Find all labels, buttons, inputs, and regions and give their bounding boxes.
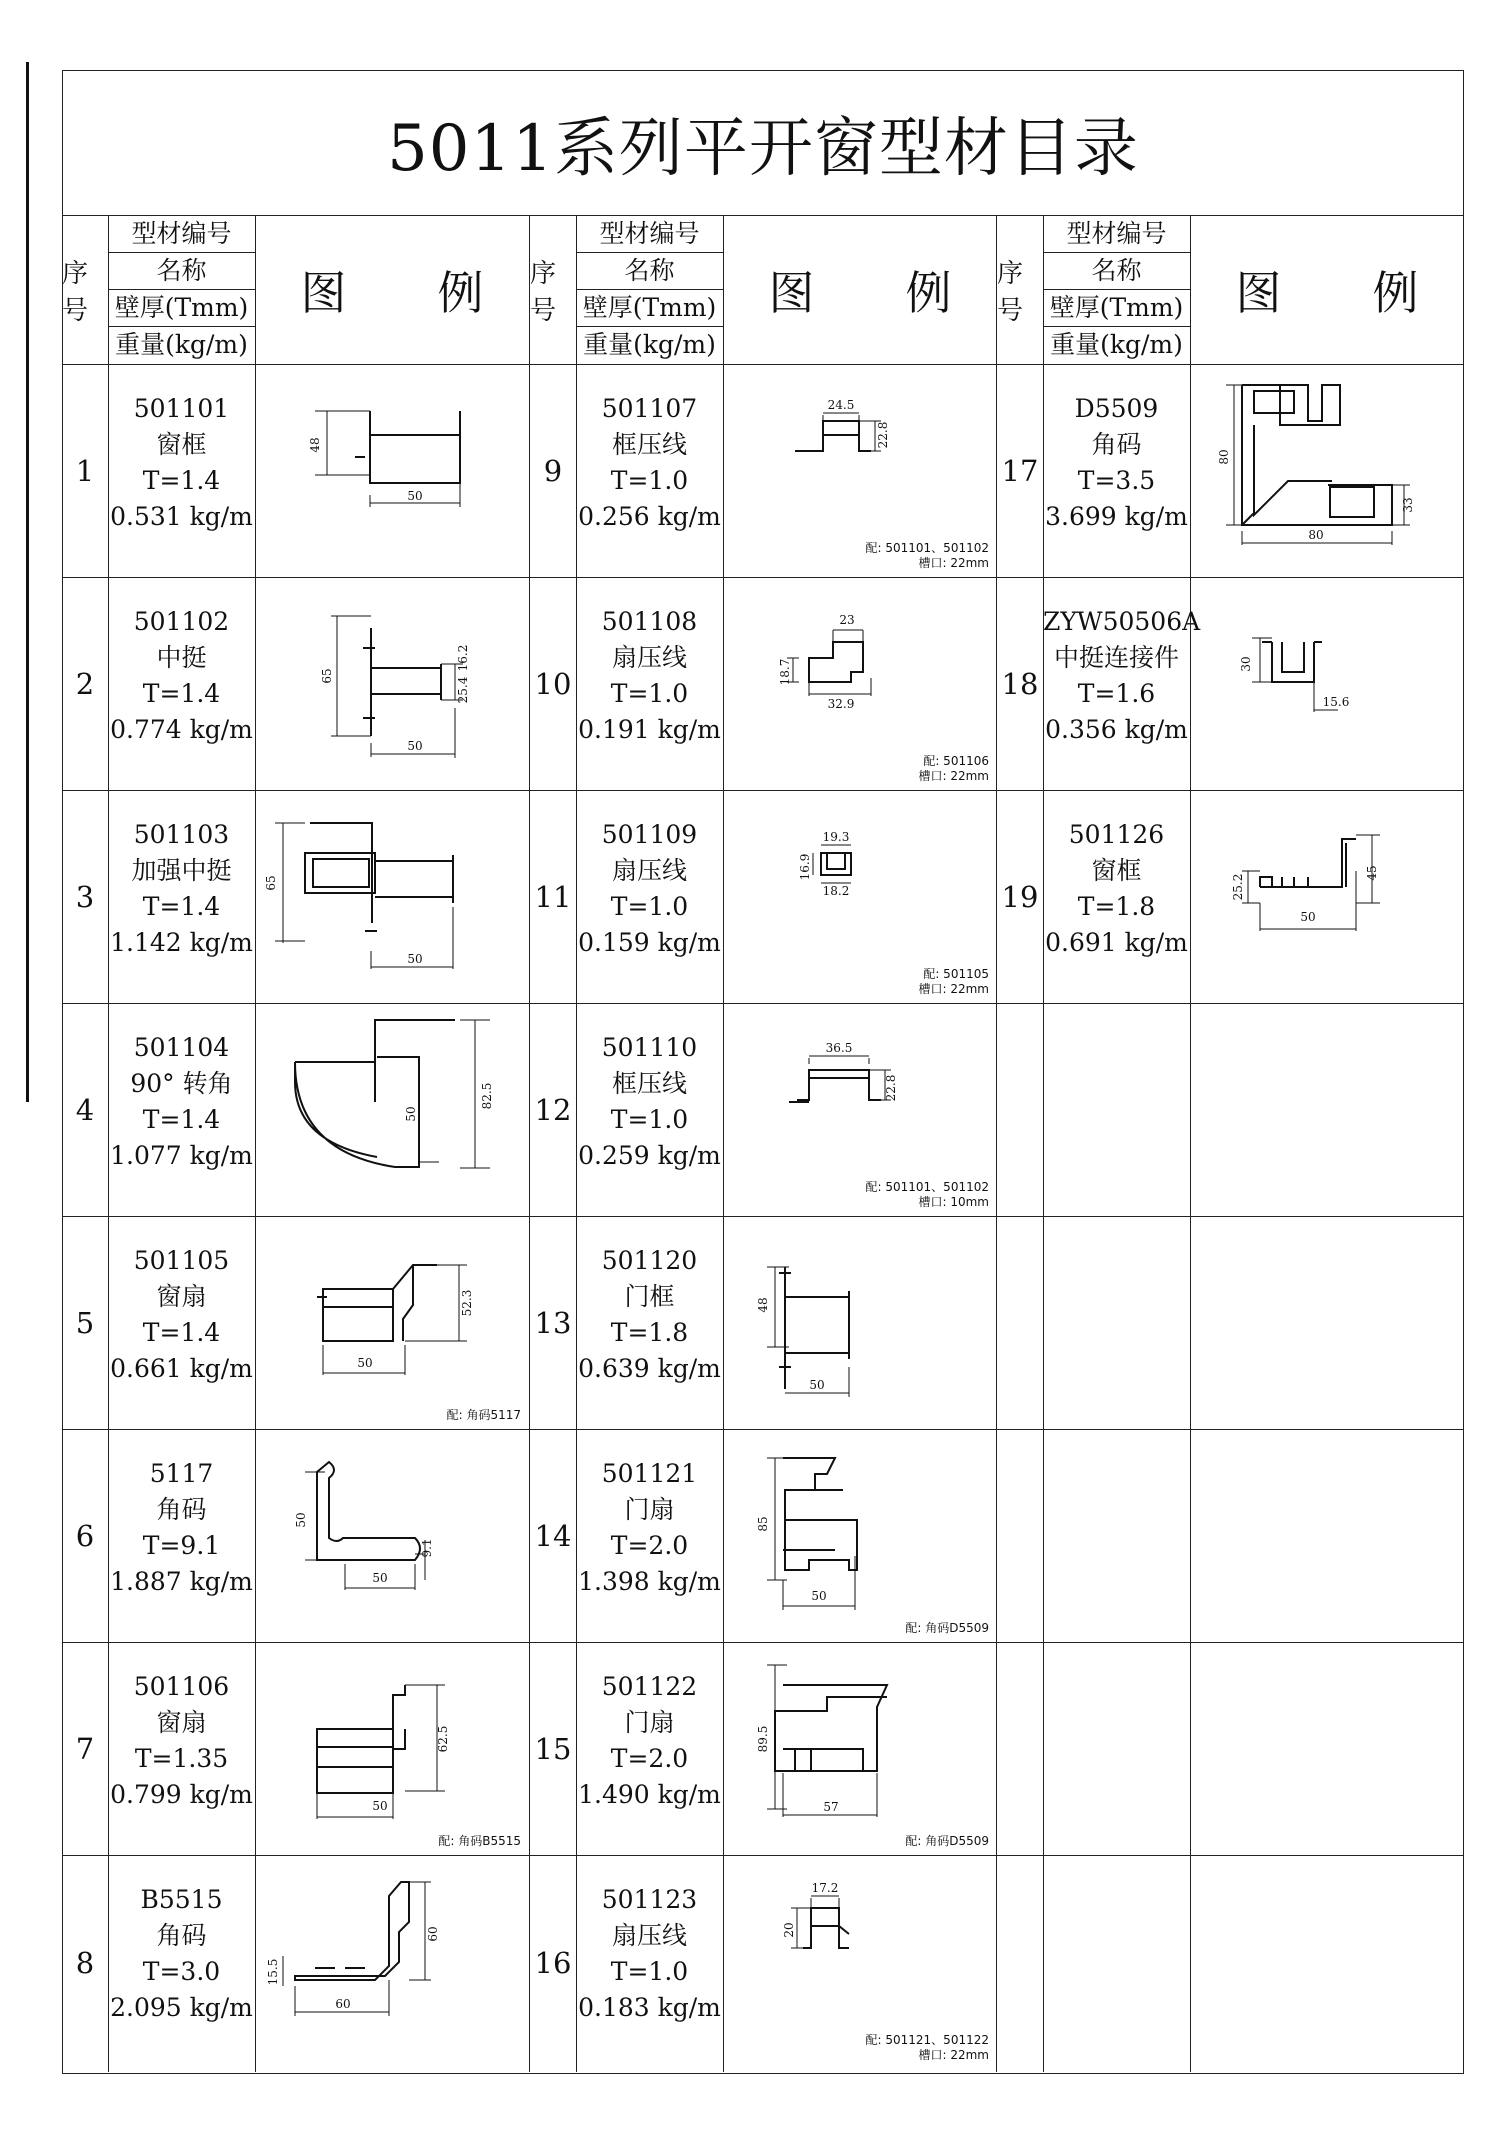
profile-name: 窗扇: [156, 1708, 207, 1737]
header-field-label: 壁厚(Tmm): [576, 290, 723, 327]
dimension-label: 50: [407, 739, 423, 753]
column-header: [62, 216, 529, 365]
row-number: 6: [75, 1519, 95, 1553]
row-number: 1: [75, 454, 95, 488]
profile-drawing: [255, 578, 529, 790]
profile-section-diagram: [255, 1217, 529, 1430]
compatibility-note: 配: 501106 槽口: 22mm: [918, 754, 989, 783]
profile-t: T=9.1: [142, 1531, 221, 1560]
dimension-label: 82.5: [480, 1082, 494, 1110]
profile-name: 角码: [1091, 430, 1142, 459]
compatibility-note: 配: 501121、501122 槽口: 22mm: [865, 2033, 989, 2062]
profile-t: T=1.0: [610, 1105, 689, 1134]
dimension-label: 62.5: [436, 1725, 450, 1753]
dimension-label: 65: [264, 875, 278, 891]
dimension-label: 50: [357, 1356, 373, 1370]
row-number: 11: [534, 880, 572, 914]
profile-code: D5509: [1074, 394, 1159, 423]
profile-t: T=1.8: [1077, 892, 1156, 921]
profile-t: T=1.35: [134, 1744, 229, 1773]
profile-code: 501123: [601, 1885, 698, 1914]
header-field-label: 壁厚(Tmm): [108, 290, 255, 327]
profile-t: T=3.5: [1077, 466, 1156, 495]
profile-name: 框压线: [611, 1069, 687, 1098]
profile-w: 0.183 kg/m: [578, 1993, 721, 2022]
compatibility-note: 配: 501105 槽口: 22mm: [918, 967, 989, 996]
row-number: [997, 1430, 1043, 1642]
profile-name: 窗扇: [156, 1282, 207, 1311]
dimension-label: 60: [335, 1997, 351, 2011]
profile-code: 501126: [1068, 820, 1165, 849]
header-field-label: 名称: [1043, 253, 1190, 290]
profile-drawing: [723, 1643, 997, 1855]
page-title: 5011系列平开窗型材目录: [387, 111, 1139, 186]
profile-w: 1.887 kg/m: [110, 1567, 253, 1596]
dimension-label: 50: [372, 1799, 388, 1813]
profile-info: [108, 1456, 255, 1600]
profile-drawing: [723, 365, 997, 577]
dimension-label: 17.2: [811, 1881, 839, 1895]
catalog-column-3: [997, 216, 1464, 2072]
profile-row: [62, 791, 529, 1004]
dimension-label: 50: [1300, 910, 1316, 924]
profile-row: [530, 1430, 997, 1643]
profile-w: 0.639 kg/m: [578, 1354, 721, 1383]
profile-info: [108, 1243, 255, 1387]
profile-name: 加强中挺: [131, 856, 232, 885]
profile-info: [108, 1669, 255, 1813]
header-field-label: 名称: [576, 253, 723, 290]
dimension-label: 16.2: [456, 644, 470, 672]
profile-drawing: [1190, 791, 1464, 1003]
profile-t: T=1.0: [610, 892, 689, 921]
profile-section-diagram: [1190, 365, 1464, 578]
profile-code: ZYW50506A: [1043, 607, 1201, 636]
dimension-label: 80: [1217, 449, 1231, 465]
profile-name: 窗框: [156, 430, 207, 459]
profile-info: [1043, 604, 1201, 748]
profile-info: [576, 1669, 723, 1813]
compatibility-note: 配: 角码D5509: [905, 1621, 989, 1635]
row-number: 13: [534, 1306, 572, 1340]
profile-row: [530, 1217, 997, 1430]
profile-row: [530, 791, 997, 1004]
profile-code: 501120: [601, 1246, 698, 1275]
profile-row: [997, 1856, 1464, 2069]
profile-t: T=1.6: [1077, 679, 1156, 708]
dimension-label: 25.4: [456, 676, 470, 704]
profile-code: 501106: [133, 1672, 230, 1701]
dimension-label: 50: [407, 489, 423, 503]
profile-info: [576, 391, 723, 535]
dimension-label: 9.1: [420, 1538, 434, 1558]
profile-w: 0.661 kg/m: [110, 1354, 253, 1383]
profile-section-diagram: [255, 1430, 529, 1643]
profile-drawing: [1190, 1004, 1464, 1216]
profile-row: [530, 1856, 997, 2069]
profile-info: [576, 604, 723, 748]
profile-w: 3.699 kg/m: [1045, 502, 1188, 531]
dimension-label: 36.5: [825, 1041, 853, 1055]
dimension-label: 22.8: [876, 421, 890, 449]
row-number: 18: [1001, 667, 1039, 701]
dimension-label: 32.9: [827, 697, 855, 711]
profile-w: 0.691 kg/m: [1045, 928, 1188, 957]
profile-name: 门扇: [624, 1708, 675, 1737]
row-number: 10: [534, 667, 572, 701]
dimension-label: 48: [308, 437, 322, 453]
profile-row: [62, 1217, 529, 1430]
profile-drawing: [723, 1004, 997, 1216]
header-field-label: 型材编号: [108, 216, 255, 253]
header-legend: [723, 216, 997, 364]
profile-row: [62, 1643, 529, 1856]
header-field-label: 型材编号: [1043, 216, 1190, 253]
profile-row: [530, 1004, 997, 1217]
profile-info: [576, 1456, 723, 1600]
dimension-label: 48: [756, 1297, 770, 1313]
dimension-label: 85: [756, 1516, 770, 1532]
profile-row: [997, 365, 1464, 578]
dimension-label: 15.6: [1322, 695, 1350, 709]
profile-info: [576, 1882, 723, 2026]
profile-info: [108, 604, 255, 748]
profile-w: 1.077 kg/m: [110, 1141, 253, 1170]
header-field-label: 重量(kg/m): [1050, 330, 1183, 359]
header-legend-char: 例: [437, 266, 484, 320]
profile-row: [997, 578, 1464, 791]
profile-info: [108, 1882, 255, 2026]
profile-code: 501102: [133, 607, 230, 636]
dimension-label: 25.2: [1231, 873, 1245, 901]
header-legend-char: 例: [1372, 266, 1419, 320]
profile-row: [62, 365, 529, 578]
profile-code: 501108: [601, 607, 698, 636]
profile-row: [530, 1643, 997, 1856]
profile-row: [997, 1217, 1464, 1430]
profile-w: 0.531 kg/m: [110, 502, 253, 531]
profile-info: [576, 1243, 723, 1387]
profile-drawing: [723, 578, 997, 790]
profile-drawing: [723, 1856, 997, 2069]
row-number: 16: [534, 1945, 572, 1980]
row-number: 4: [75, 1093, 95, 1127]
profile-name: 框压线: [611, 430, 687, 459]
dimension-label: 19.3: [822, 830, 850, 844]
header-seq-label: 序号: [530, 259, 557, 326]
profile-name: 门框: [624, 1282, 675, 1311]
profile-name: 门扇: [624, 1495, 675, 1524]
profile-info: [576, 1030, 723, 1174]
dimension-label: 30: [1239, 656, 1253, 672]
row-number: 3: [75, 880, 95, 914]
row-number: 19: [1001, 880, 1039, 914]
header-legend-char: 例: [905, 266, 952, 320]
dimension-label: 60: [426, 1926, 440, 1942]
profile-section-diagram: [255, 1643, 529, 1856]
profile-info: [108, 817, 255, 961]
profile-t: T=1.0: [610, 466, 689, 495]
profile-w: 1.490 kg/m: [578, 1780, 721, 1809]
catalog-column-1: [62, 216, 529, 2072]
profile-row: [997, 1643, 1464, 1856]
profile-section-diagram: [255, 1004, 529, 1217]
profile-section-diagram: [255, 1856, 529, 2069]
title-row: [62, 70, 1464, 216]
row-number: 17: [1001, 454, 1039, 488]
profile-code: 501103: [133, 820, 230, 849]
profile-section-diagram: [1190, 791, 1464, 1004]
row-number: [997, 1217, 1043, 1429]
profile-code: 501109: [601, 820, 698, 849]
profile-t: T=1.0: [610, 679, 689, 708]
profile-t: T=1.8: [610, 1318, 689, 1347]
row-number: [997, 1004, 1043, 1216]
profile-code: 501110: [601, 1033, 698, 1062]
profile-w: 0.191 kg/m: [578, 715, 721, 744]
dimension-label: 22.8: [884, 1074, 898, 1102]
row-number: 15: [534, 1732, 572, 1766]
header-legend: [1190, 216, 1464, 364]
profile-name: 角码: [156, 1921, 207, 1950]
compatibility-note: 配: 501101、501102 槽口: 10mm: [865, 1180, 989, 1209]
profile-section-diagram: [723, 1217, 997, 1430]
dimension-label: 57: [823, 1800, 839, 1814]
profile-t: T=2.0: [610, 1744, 689, 1773]
profile-section-diagram: [255, 578, 529, 791]
profile-name: 中挺连接件: [1053, 643, 1179, 672]
profile-row: [62, 1004, 529, 1217]
profile-drawing: [1190, 1643, 1464, 1855]
profile-w: 1.142 kg/m: [110, 928, 253, 957]
dimension-label: 33: [1401, 497, 1415, 513]
dimension-label: 16.9: [798, 853, 812, 881]
dimension-label: 50: [809, 1378, 825, 1392]
profile-code: 5117: [149, 1459, 214, 1488]
row-number: [997, 1643, 1043, 1855]
header-field-label: 重量(kg/m): [583, 330, 716, 359]
profile-w: 0.159 kg/m: [578, 928, 721, 957]
profile-name: 90° 转角: [130, 1069, 233, 1098]
profile-info: [108, 1030, 255, 1174]
dimension-label: 24.5: [827, 398, 855, 412]
dimension-label: 18.2: [822, 884, 850, 898]
profile-t: T=1.0: [610, 1957, 689, 1986]
left-margin-rule: [26, 62, 29, 1102]
dimension-label: 50: [294, 1512, 308, 1528]
row-number: 5: [75, 1306, 95, 1340]
catalog-column-2: [530, 216, 997, 2072]
compatibility-note: 配: 角码B5515: [438, 1834, 521, 1848]
profile-row: [62, 1430, 529, 1643]
compatibility-note: 配: 角码5117: [446, 1408, 521, 1422]
dimension-label: 18.7: [778, 658, 792, 686]
column-header: [530, 216, 997, 365]
dimension-label: 50: [811, 1589, 827, 1603]
profile-drawing: [255, 1856, 529, 2069]
profile-row: [62, 578, 529, 791]
profile-w: 0.356 kg/m: [1045, 715, 1188, 744]
header-field-label: 壁厚(Tmm): [1043, 290, 1190, 327]
dimension-label: 50: [407, 952, 423, 966]
profile-drawing: [255, 1217, 529, 1429]
dimension-label: 89.5: [756, 1725, 770, 1753]
header-field-label: 重量(kg/m): [115, 330, 248, 359]
profile-info: [1043, 391, 1190, 535]
profile-w: 2.095 kg/m: [110, 1993, 253, 2022]
profile-row: [997, 1004, 1464, 1217]
profile-t: T=1.4: [142, 466, 221, 495]
profile-row: [997, 1430, 1464, 1643]
profile-info: [1043, 817, 1190, 961]
profile-drawing: [1190, 1217, 1464, 1429]
dimension-label: 45: [1365, 865, 1379, 881]
column-header: [997, 216, 1464, 365]
profile-row: [997, 791, 1464, 1004]
profile-w: 0.259 kg/m: [578, 1141, 721, 1170]
dimension-label: 23: [839, 613, 855, 627]
profile-code: B5515: [140, 1885, 223, 1914]
header-seq-label: 序号: [997, 259, 1024, 326]
profile-t: T=2.0: [610, 1531, 689, 1560]
dimension-label: 52.3: [460, 1289, 474, 1317]
compatibility-note: 配: 角码D5509: [905, 1834, 989, 1848]
header-legend: [255, 216, 529, 364]
dimension-label: 15.5: [266, 1958, 280, 1986]
profile-code: 501105: [133, 1246, 230, 1275]
profile-drawing: [1190, 1856, 1464, 2069]
profile-name: 扇压线: [611, 643, 687, 672]
row-number: 8: [75, 1945, 95, 1980]
profile-section-diagram: [723, 1430, 997, 1643]
profile-drawing: [723, 791, 997, 1003]
profile-code: 501104: [133, 1033, 230, 1062]
header-legend-char: 图: [768, 266, 815, 320]
profile-name: 窗框: [1091, 856, 1142, 885]
profile-drawing: [723, 1430, 997, 1642]
header-seq-label: 序号: [62, 259, 89, 326]
profile-drawing: [723, 1217, 997, 1429]
profile-t: T=1.4: [142, 679, 221, 708]
profile-name: 扇压线: [611, 856, 687, 885]
header-legend-char: 图: [1235, 266, 1282, 320]
profile-drawing: [255, 791, 529, 1003]
profile-row: [530, 578, 997, 791]
profile-info: [576, 817, 723, 961]
dimension-label: 65: [320, 668, 334, 684]
dimension-label: 80: [1308, 528, 1324, 542]
row-number: [997, 1856, 1043, 2069]
header-field-label: 型材编号: [576, 216, 723, 253]
profile-section-diagram: [255, 791, 529, 1004]
header-field-label: 名称: [108, 253, 255, 290]
profile-info: [108, 391, 255, 535]
profile-section-diagram: [255, 365, 529, 578]
row-number: 12: [534, 1093, 572, 1127]
profile-code: 501101: [133, 394, 230, 423]
header-legend-char: 图: [300, 266, 347, 320]
profile-drawing: [255, 1643, 529, 1855]
profile-w: 0.774 kg/m: [110, 715, 253, 744]
profile-name: 扇压线: [611, 1921, 687, 1950]
profile-name: 角码: [156, 1495, 207, 1524]
profile-w: 1.398 kg/m: [578, 1567, 721, 1596]
profile-drawing: [255, 1004, 529, 1216]
profile-drawing: [1190, 365, 1464, 577]
profile-w: 0.799 kg/m: [110, 1780, 253, 1809]
row-number: 7: [75, 1732, 95, 1766]
profile-drawing: [255, 365, 529, 577]
row-number: 14: [534, 1519, 572, 1553]
profile-row: [530, 365, 997, 578]
profile-drawing: [1190, 578, 1464, 790]
profile-t: T=1.4: [142, 1105, 221, 1134]
profile-drawing: [1190, 1430, 1464, 1642]
dimension-label: 20: [782, 1922, 796, 1938]
profile-code: 501122: [601, 1672, 698, 1701]
profile-t: T=1.4: [142, 892, 221, 921]
row-number: 9: [543, 454, 563, 488]
row-number: 2: [75, 667, 95, 701]
profile-code: 501121: [601, 1459, 698, 1488]
profile-row: [62, 1856, 529, 2069]
profile-section-diagram: [723, 1643, 997, 1856]
profile-t: T=3.0: [142, 1957, 221, 1986]
profile-t: T=1.4: [142, 1318, 221, 1347]
profile-w: 0.256 kg/m: [578, 502, 721, 531]
compatibility-note: 配: 501101、501102 槽口: 22mm: [865, 541, 989, 570]
profile-drawing: [255, 1430, 529, 1642]
dimension-label: 50: [404, 1106, 418, 1122]
profile-name: 中挺: [156, 643, 207, 672]
profile-section-diagram: [1190, 578, 1464, 791]
dimension-label: 50: [372, 1571, 388, 1585]
profile-code: 501107: [601, 394, 698, 423]
